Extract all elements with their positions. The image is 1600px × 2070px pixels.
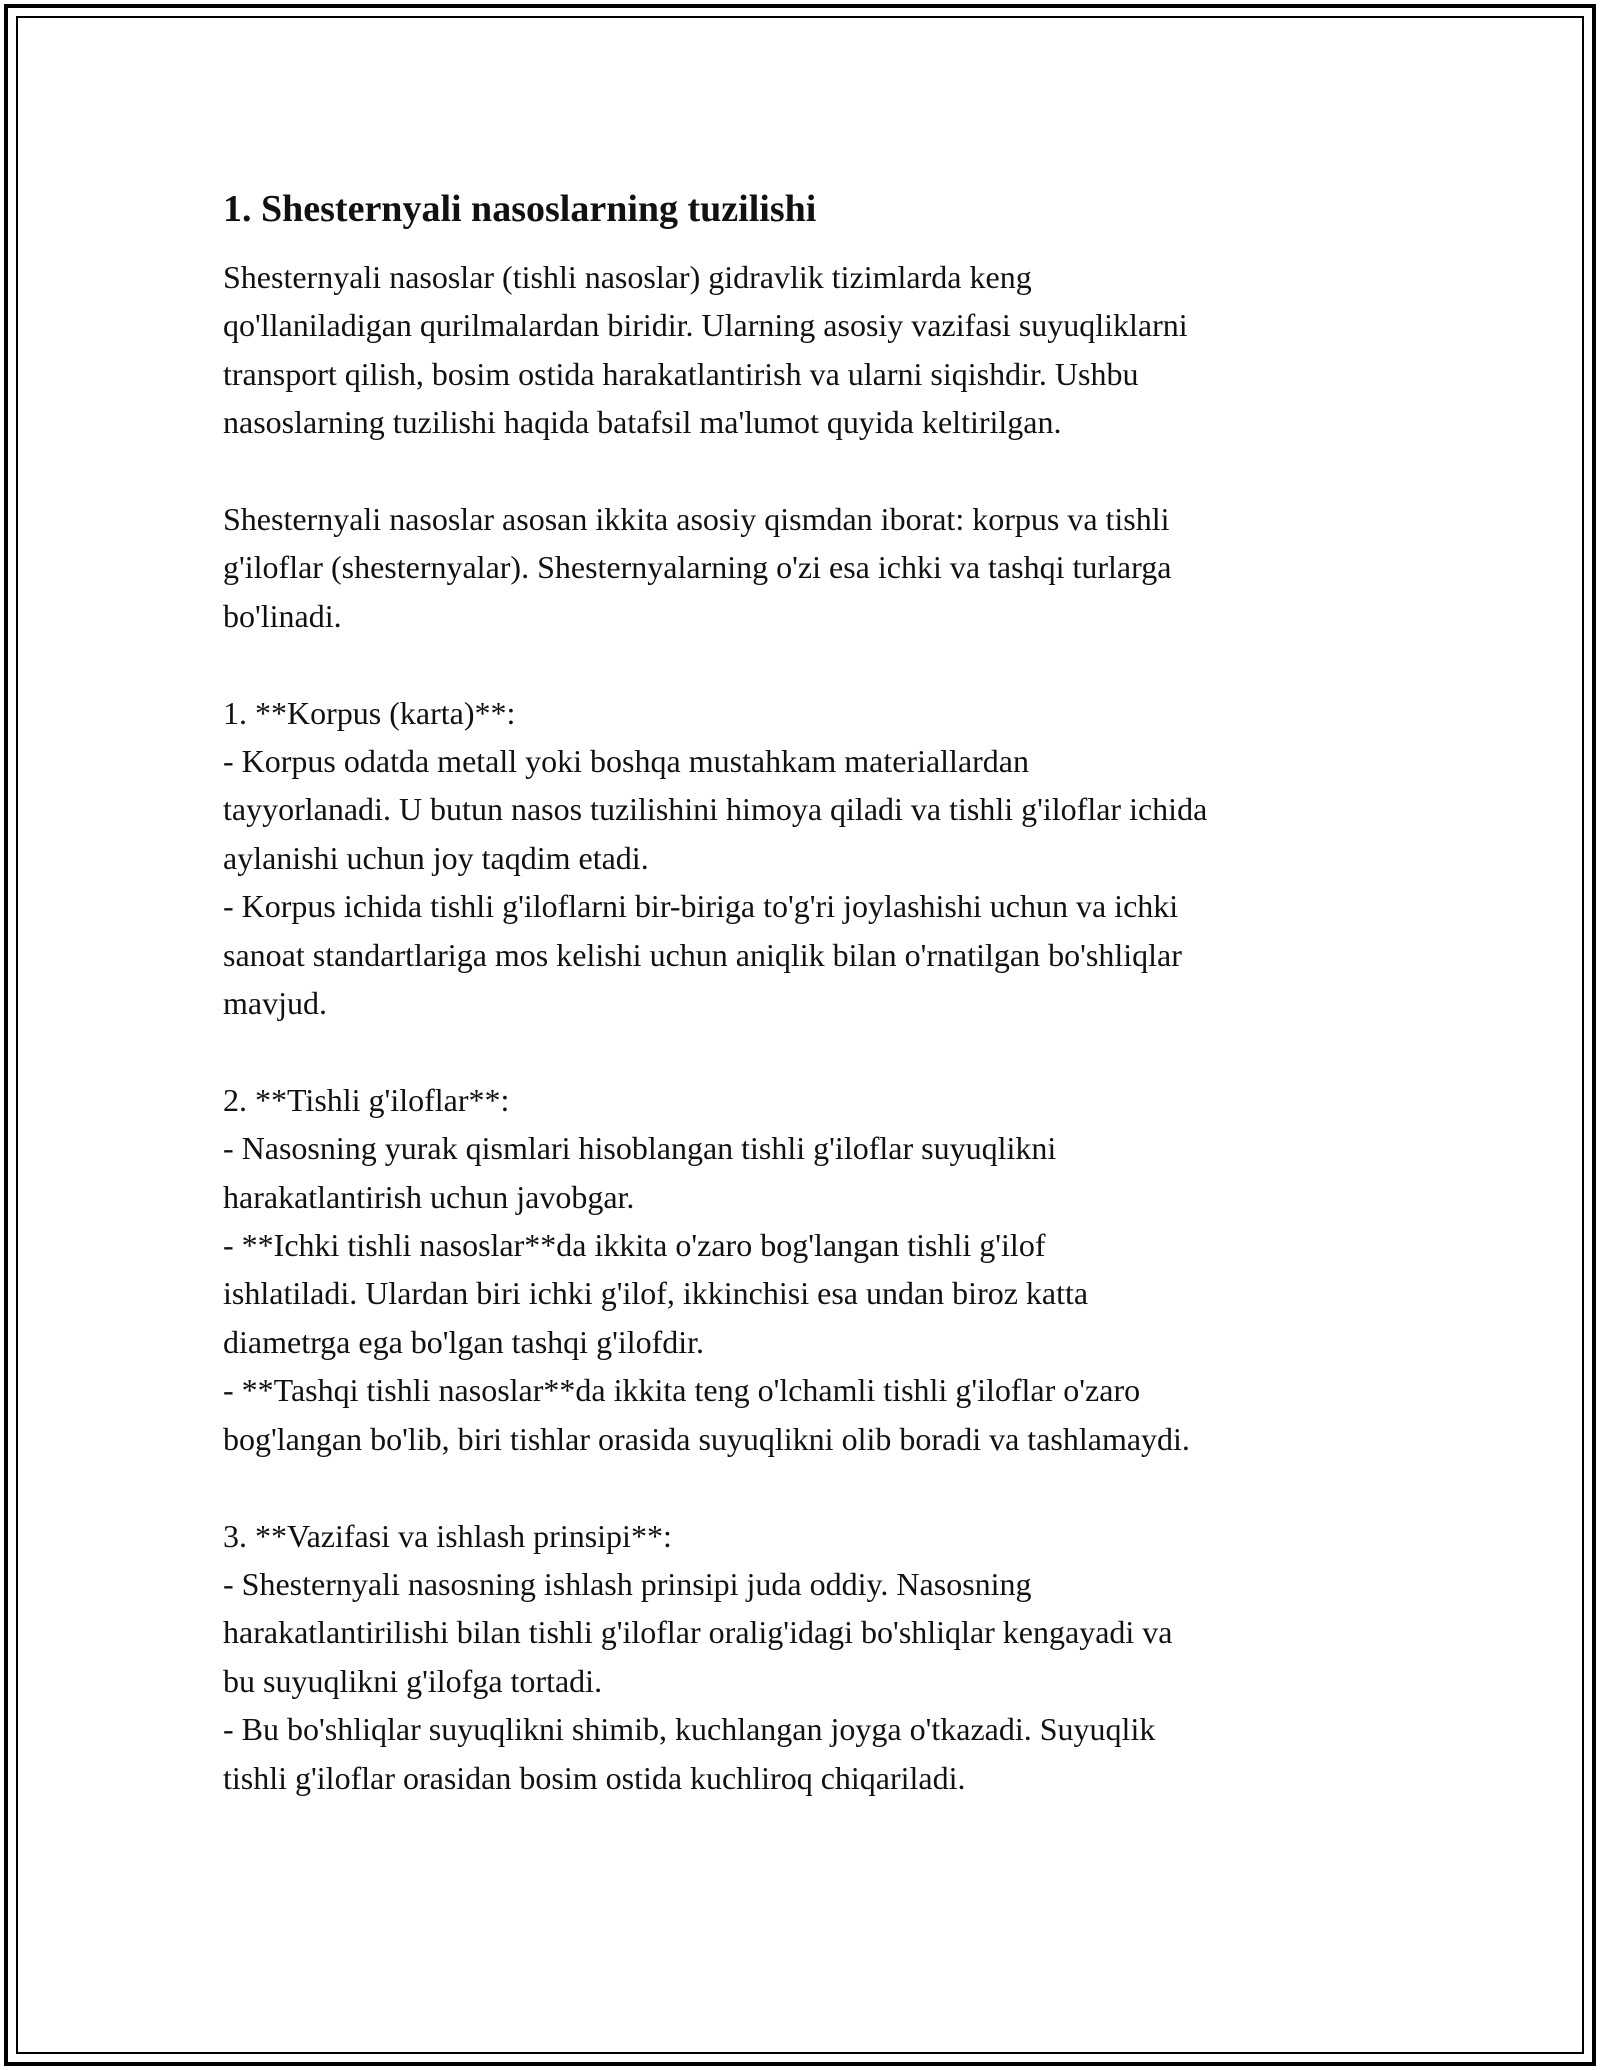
paragraph-spacer — [223, 447, 1373, 495]
document-body — [223, 185, 1373, 1802]
paragraph-overview: Shesternyali nasoslar asosan ikkita asosiy qismdan iborat: korpus va tishli g'iloflar (shesternyalar). Shesternyalarning o'zi esa ichki va tashqi turlarga bo'linadi. — [223, 501, 1172, 634]
section-tishli-giloflar: 2. **Tishli g'iloflar**: - Nasosning yurak qismlari hisoblangan tishli g'iloflar suyuqlikni harakatlantirish uchun javobgar. - **Ichki tishli nasoslar**da ikkita o'zaro bog'langan tishli g'ilof ishlatiladi. Ulardan biri ichki g'ilof, ikkinchisi esa undan biroz katta diametrga ega bo'lgan tashqi g'ilofdir. - **Tashqi tishli nasoslar**da ikkita teng o'lchamli tishli g'iloflar o'zaro bog'langan bo'lib, biri tishlar orasida suyuqlikni olib boradi va tashlamaydi. — [223, 1081, 1190, 1457]
paragraph-spacer — [223, 1027, 1373, 1075]
document-title: 1. Shesternyali nasoslarning tuzilishi — [223, 188, 817, 230]
paragraph-spacer — [223, 1463, 1373, 1511]
section-vazifasi: 3. **Vazifasi va ishlash prinsipi**: - Shesternyali nasosning ishlash prinsipi juda oddiy. Nasosning harakatlantirilishi bilan tishli g'iloflar oralig'idagi bo'shliqlar kengayadi va bu suyuqlikni g'ilofga tortadi. - Bu bo'shliqlar suyuqlikni shimib, kuchlangan joyga o'tkazadi. Suyuqlik tishli g'iloflar orasidan bosim ostida kuchliroq chiqariladi. — [223, 1517, 1173, 1796]
paragraph-spacer — [223, 640, 1373, 688]
paragraph-intro: Shesternyali nasoslar (tishli nasoslar) gidravlik tizimlarda keng qo'llaniladigan qurilmalardan biridir. Ularning asosiy vazifasi suyuqliklarni transport qilish, bosim ostida harakatlantirish va ularni siqishdir. Ushbu nasoslarning tuzilishi haqida batafsil ma'lumot quyida keltirilgan. — [223, 259, 1188, 441]
section-korpus: 1. **Korpus (karta)**: - Korpus odatda metall yoki boshqa mustahkam materiallardan tayyorlanadi. U butun nasos tuzilishini himoya qiladi va tishli g'iloflar ichida aylanishi uchun joy taqdim etadi. - Korpus ichida tishli g'iloflarni bir-biriga to'g'ri joylashishi uchun va ichki sanoat standartlariga mos kelishi uchun aniqlik bilan o'rnatilgan bo'shliqlar mavjud. — [223, 694, 1208, 1022]
